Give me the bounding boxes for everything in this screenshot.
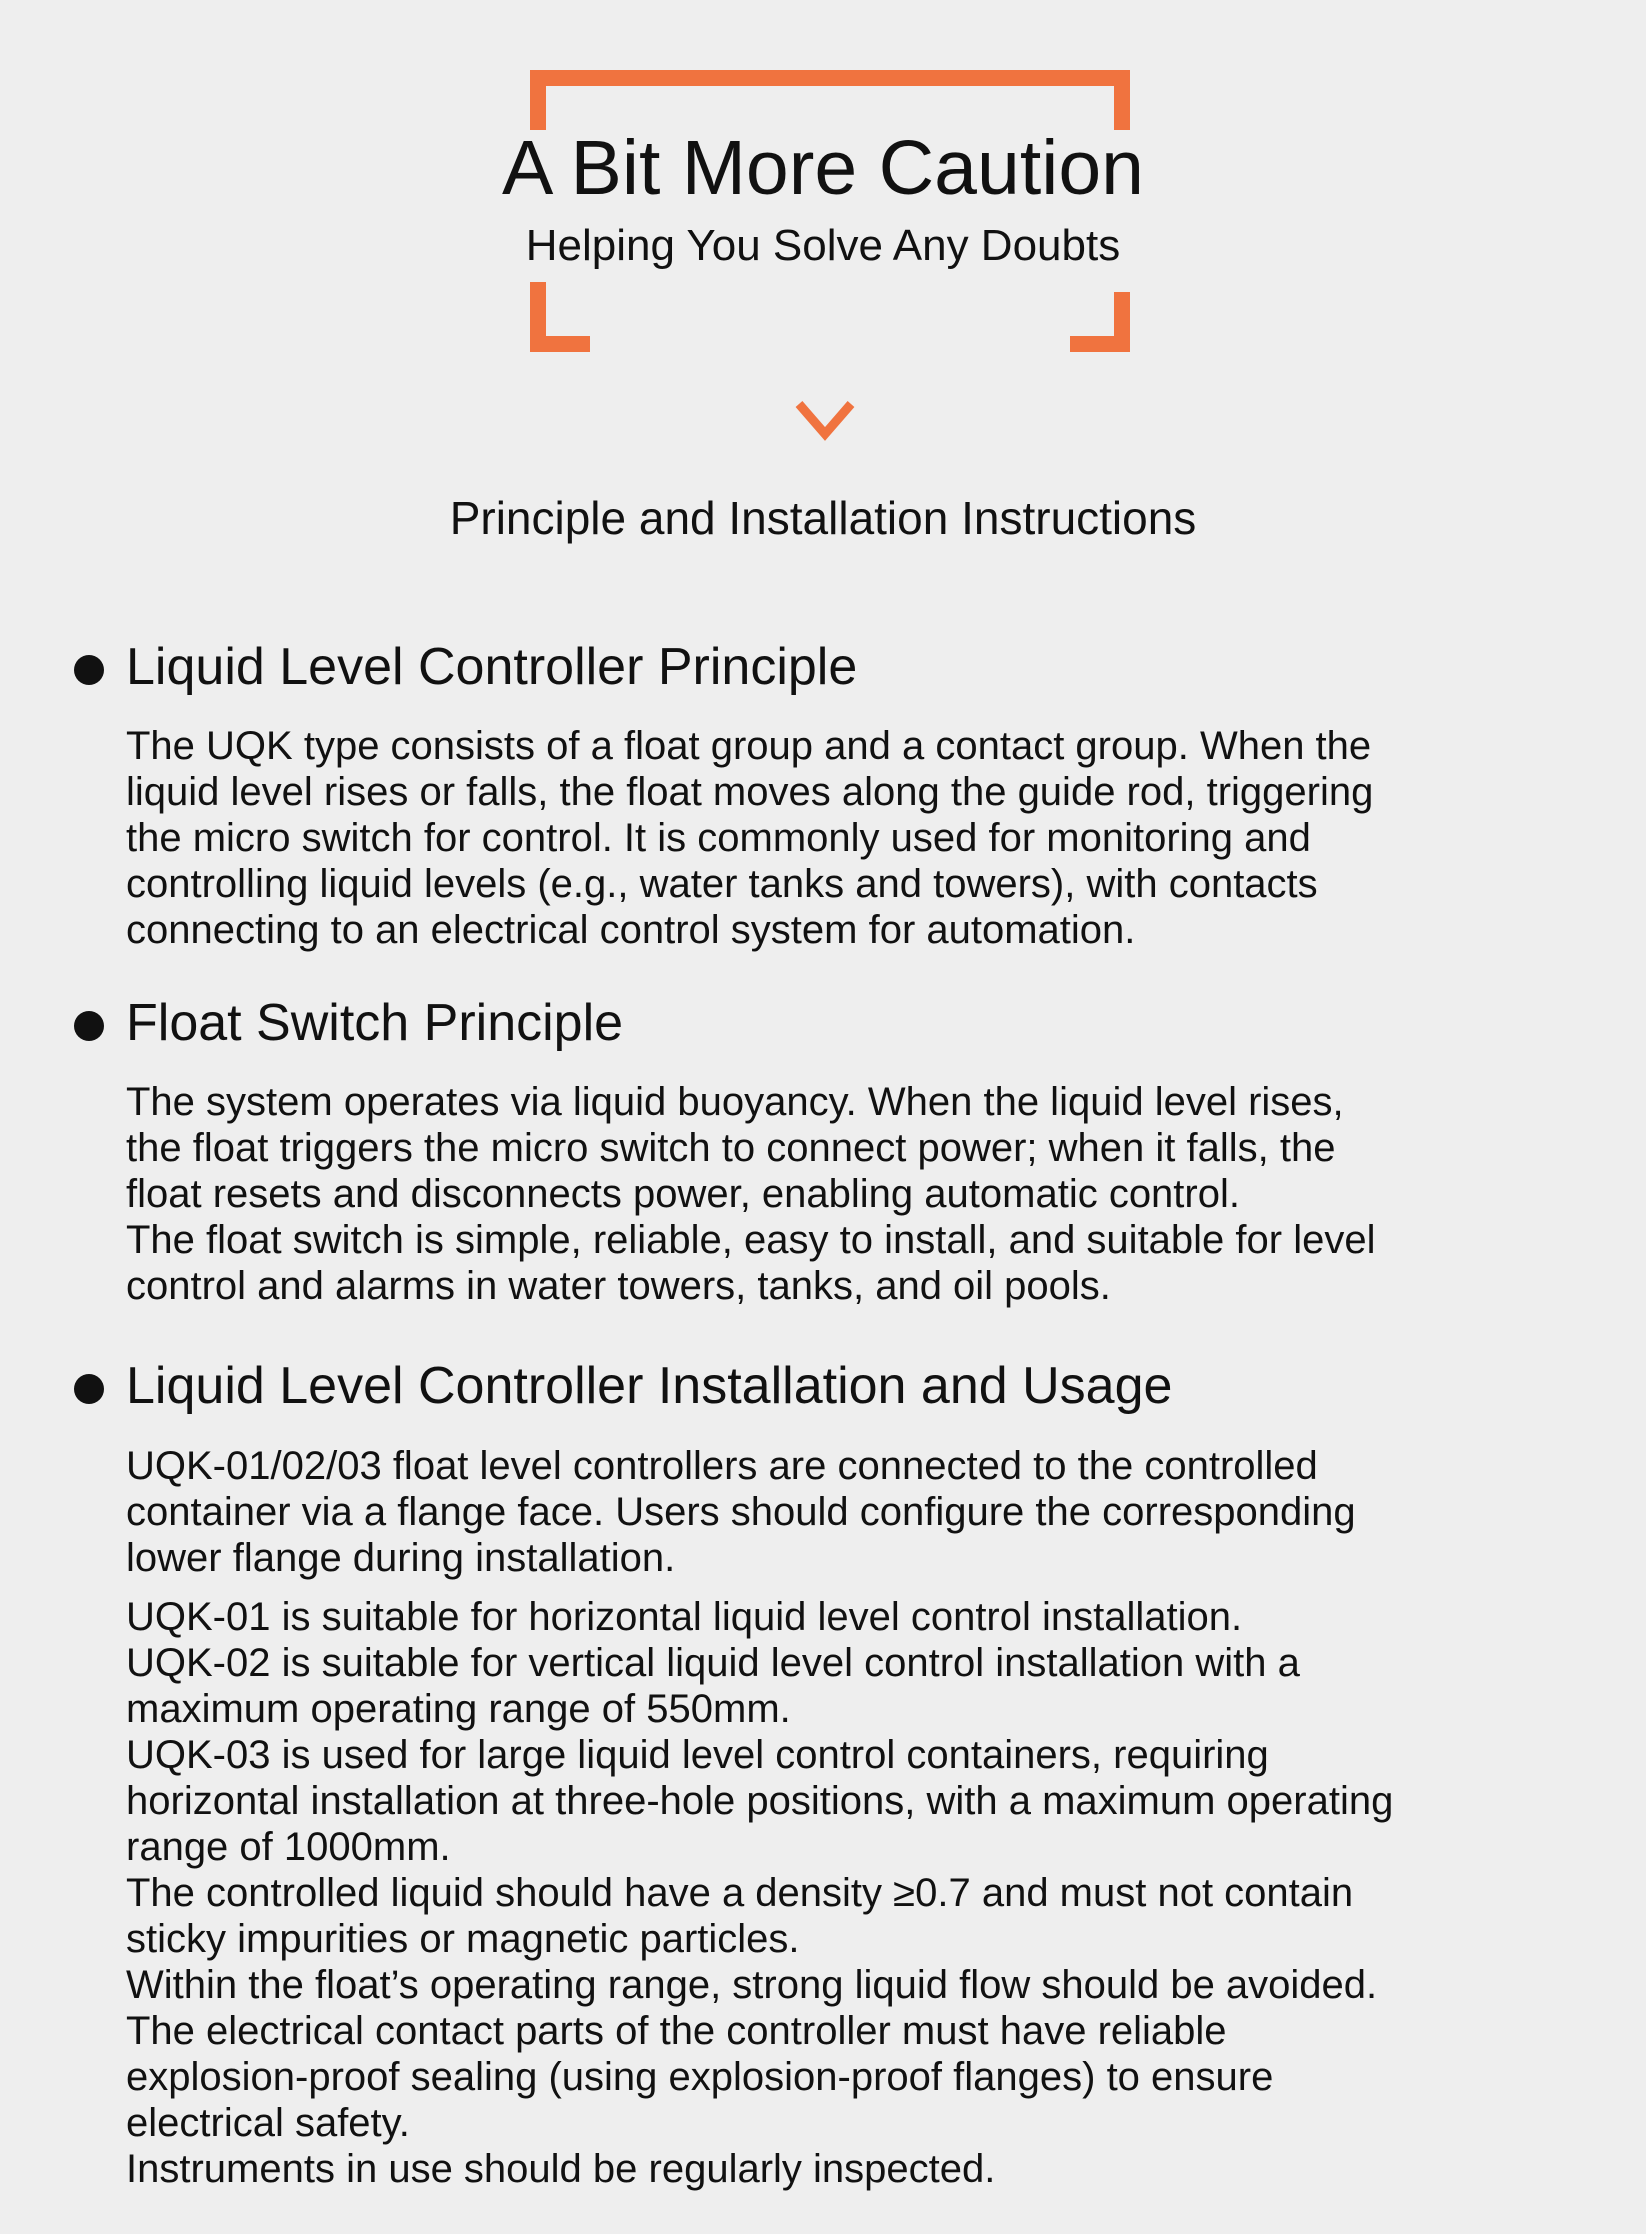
section-heading-float-switch-principle: Float Switch Principle [126,994,624,1052]
text-line: The system operates via liquid buoyancy. When the liquid level rises, [126,1080,1344,1124]
chevron-down-icon [795,400,855,444]
text-line: The float switch is simple, reliable, easy to install, and suitable for level [126,1218,1376,1262]
text-line: UQK-02 is suitable for vertical liquid level control installation with a [126,1641,1300,1685]
text-line: horizontal installation at three-hole positions, with a maximum operating [126,1779,1394,1823]
title-frame-bottom-left [530,282,590,352]
text-line: liquid level rises or falls, the float moves along the guide rod, triggering [126,770,1374,814]
text-line: container via a flange face. Users should configure the corresponding [126,1490,1356,1534]
text-line: UQK-01/02/03 float level controllers are connected to the controlled [126,1444,1318,1488]
text-line: electrical safety. [126,2101,410,2145]
text-line: explosion-proof sealing (using explosion-proof flanges) to ensure [126,2055,1274,2099]
text-line: UQK-03 is used for large liquid level control containers, requiring [126,1733,1269,1777]
text-line: maximum operating range of 550mm. [126,1687,791,1731]
bullet-icon [74,1011,104,1041]
text-line: controlling liquid levels (e.g., water tanks and towers), with contacts [126,862,1318,906]
text-line: The controlled liquid should have a density ≥0.7 and must not contain [126,1871,1354,1915]
text-line: lower flange during installation. [126,1536,676,1580]
title-frame-bottom-right [1070,292,1130,352]
page-title: A Bit More Caution [502,125,1144,211]
text-line: The electrical contact parts of the controller must have reliable [126,2009,1227,2053]
text-line: control and alarms in water towers, tanks, and oil pools. [126,1264,1111,1308]
paragraph-controller-principle [126,723,1626,953]
text-line: the micro switch for control. It is commonly used for monitoring and [126,816,1311,860]
text-line: Within the float’s operating range, strong liquid flow should be avoided. [126,1963,1378,2007]
section-heading-controller-principle: Liquid Level Controller Principle [126,638,858,696]
section-title: Principle and Installation Instructions [449,492,1197,544]
text-line: the float triggers the micro switch to connect power; when it falls, the [126,1126,1336,1170]
text-line: sticky impurities or magnetic particles. [126,1917,800,1961]
text-line: UQK-01 is suitable for horizontal liquid level control installation. [126,1595,1243,1639]
paragraph-float-switch-principle [126,1079,1626,1309]
bullet-icon [74,655,104,685]
text-line: range of 1000mm. [126,1825,451,1869]
page-subtitle: Helping You Solve Any Doubts [525,221,1121,270]
text-line: connecting to an electrical control system for automation. [126,908,1136,952]
text-line: Instruments in use should be regularly inspected. [126,2147,996,2191]
text-line: The UQK type consists of a float group and a contact group. When the [126,724,1372,768]
bullet-icon [74,1374,104,1404]
paragraph-installation-intro [126,1443,1626,1581]
section-heading-installation-usage: Liquid Level Controller Installation and Usage [126,1357,1173,1415]
paragraph-installation-details [126,1594,1626,2192]
text-line: float resets and disconnects power, enabling automatic control. [126,1172,1240,1216]
